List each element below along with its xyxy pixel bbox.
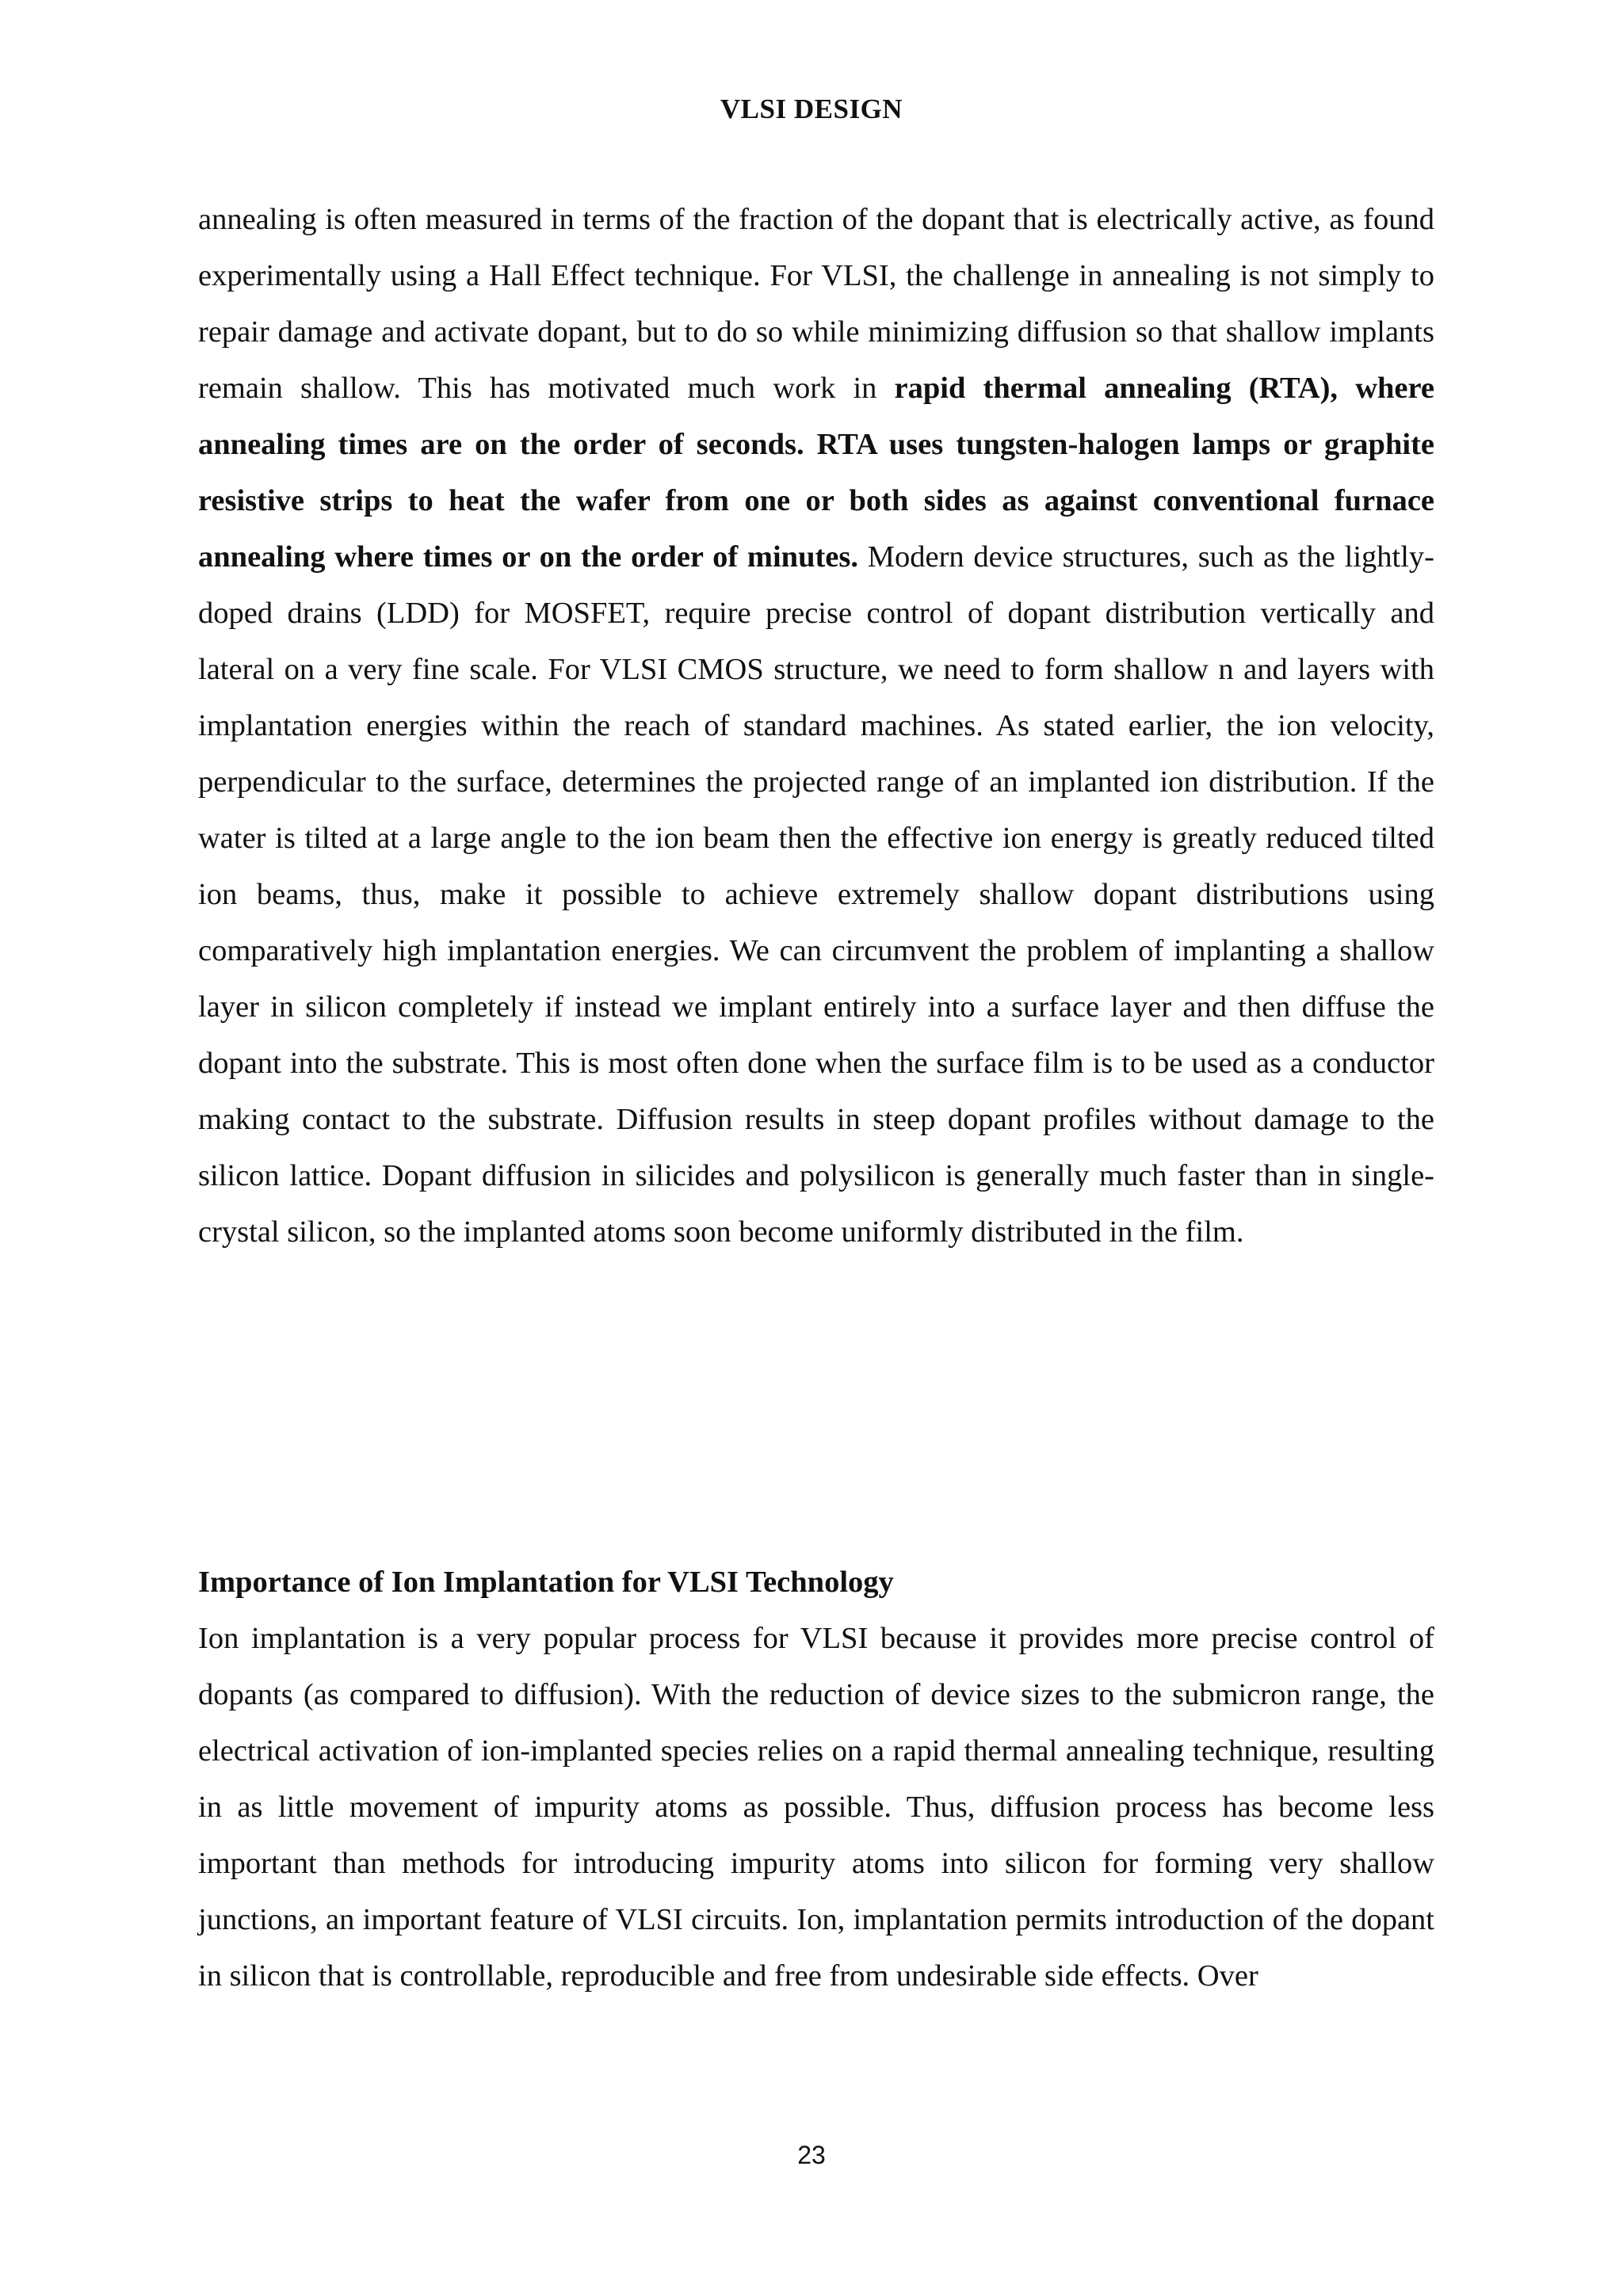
page-number: 23: [797, 2141, 826, 2169]
running-header-title: VLSI DESIGN: [720, 93, 903, 124]
paragraph-bold-rta-text: rapid thermal annealing (RTA), where annealing times are on the order of seconds. RTA uses tungsten-halogen lamps or graphite resistive strips to heat the wafer from one or both sides as against conventional furnace annealing where times or on the order of minutes.: [198, 372, 1434, 574]
body-paragraph-annealing: [198, 192, 1434, 1261]
body-paragraph-ion-implantation: Ion implantation is a very popular process for VLSI because it provides more precise control of dopants (as compared to diffusion). With the reduction of device sizes to the submicron range, the electrical activation of ion-implanted species relies on a rapid thermal annealing technique, resulting in as little movement of impurity atoms as possible. Thus, diffusion process has become less important than methods for introducing impurity atoms into silicon for forming very shallow junctions, an important feature of VLSI circuits. Ion, implantation permits introduction of the dopant in silicon that is controllable, reproducible and free from undesirable side effects. Over: [198, 1622, 1434, 1993]
paragraph-lead-text: annealing is often measured in terms of the fraction of the dopant that is electrically active, as found experimentally using a Hall Effect technique. For VLSI, the challenge in annealing is not simply to repair damage and activate dopant, but to do so while minimizing diffusion so that shallow implants remain shallow. This has motivated much work in: [198, 203, 1434, 405]
paragraph-tail-text: Modern device structures, such as the lightly-doped drains (LDD) for MOSFET, require precise control of dopant distribution vertically and lateral on a very fine scale. For VLSI CMOS structure, we need to form shallow n and layers with implantation energies within the reach of standard machines. As stated earlier, the ion velocity, perpendicular to the surface, determines the projected range of an implanted ion distribution. If the water is tilted at a large angle to the ion beam then the effective ion energy is greatly reduced tilted ion beams, thus, make it possible to achieve extremely shallow dopant distributions using comparatively high implantation energies. We can circumvent the problem of implanting a shallow layer in silicon completely if instead we implant entirely into a surface layer and then diffuse the dopant into the substrate. This is most often done when the surface film is to be used as a conductor making contact to the substrate. Diffusion results in steep dopant profiles without damage to the silicon lattice. Dopant diffusion in silicides and polysilicon is generally much faster than in single-crystal silicon, so the implanted atoms soon become uniformly distributed in the film.: [198, 540, 1435, 1249]
section-heading: Importance of Ion Implantation for VLSI Technology: [198, 1566, 894, 1599]
